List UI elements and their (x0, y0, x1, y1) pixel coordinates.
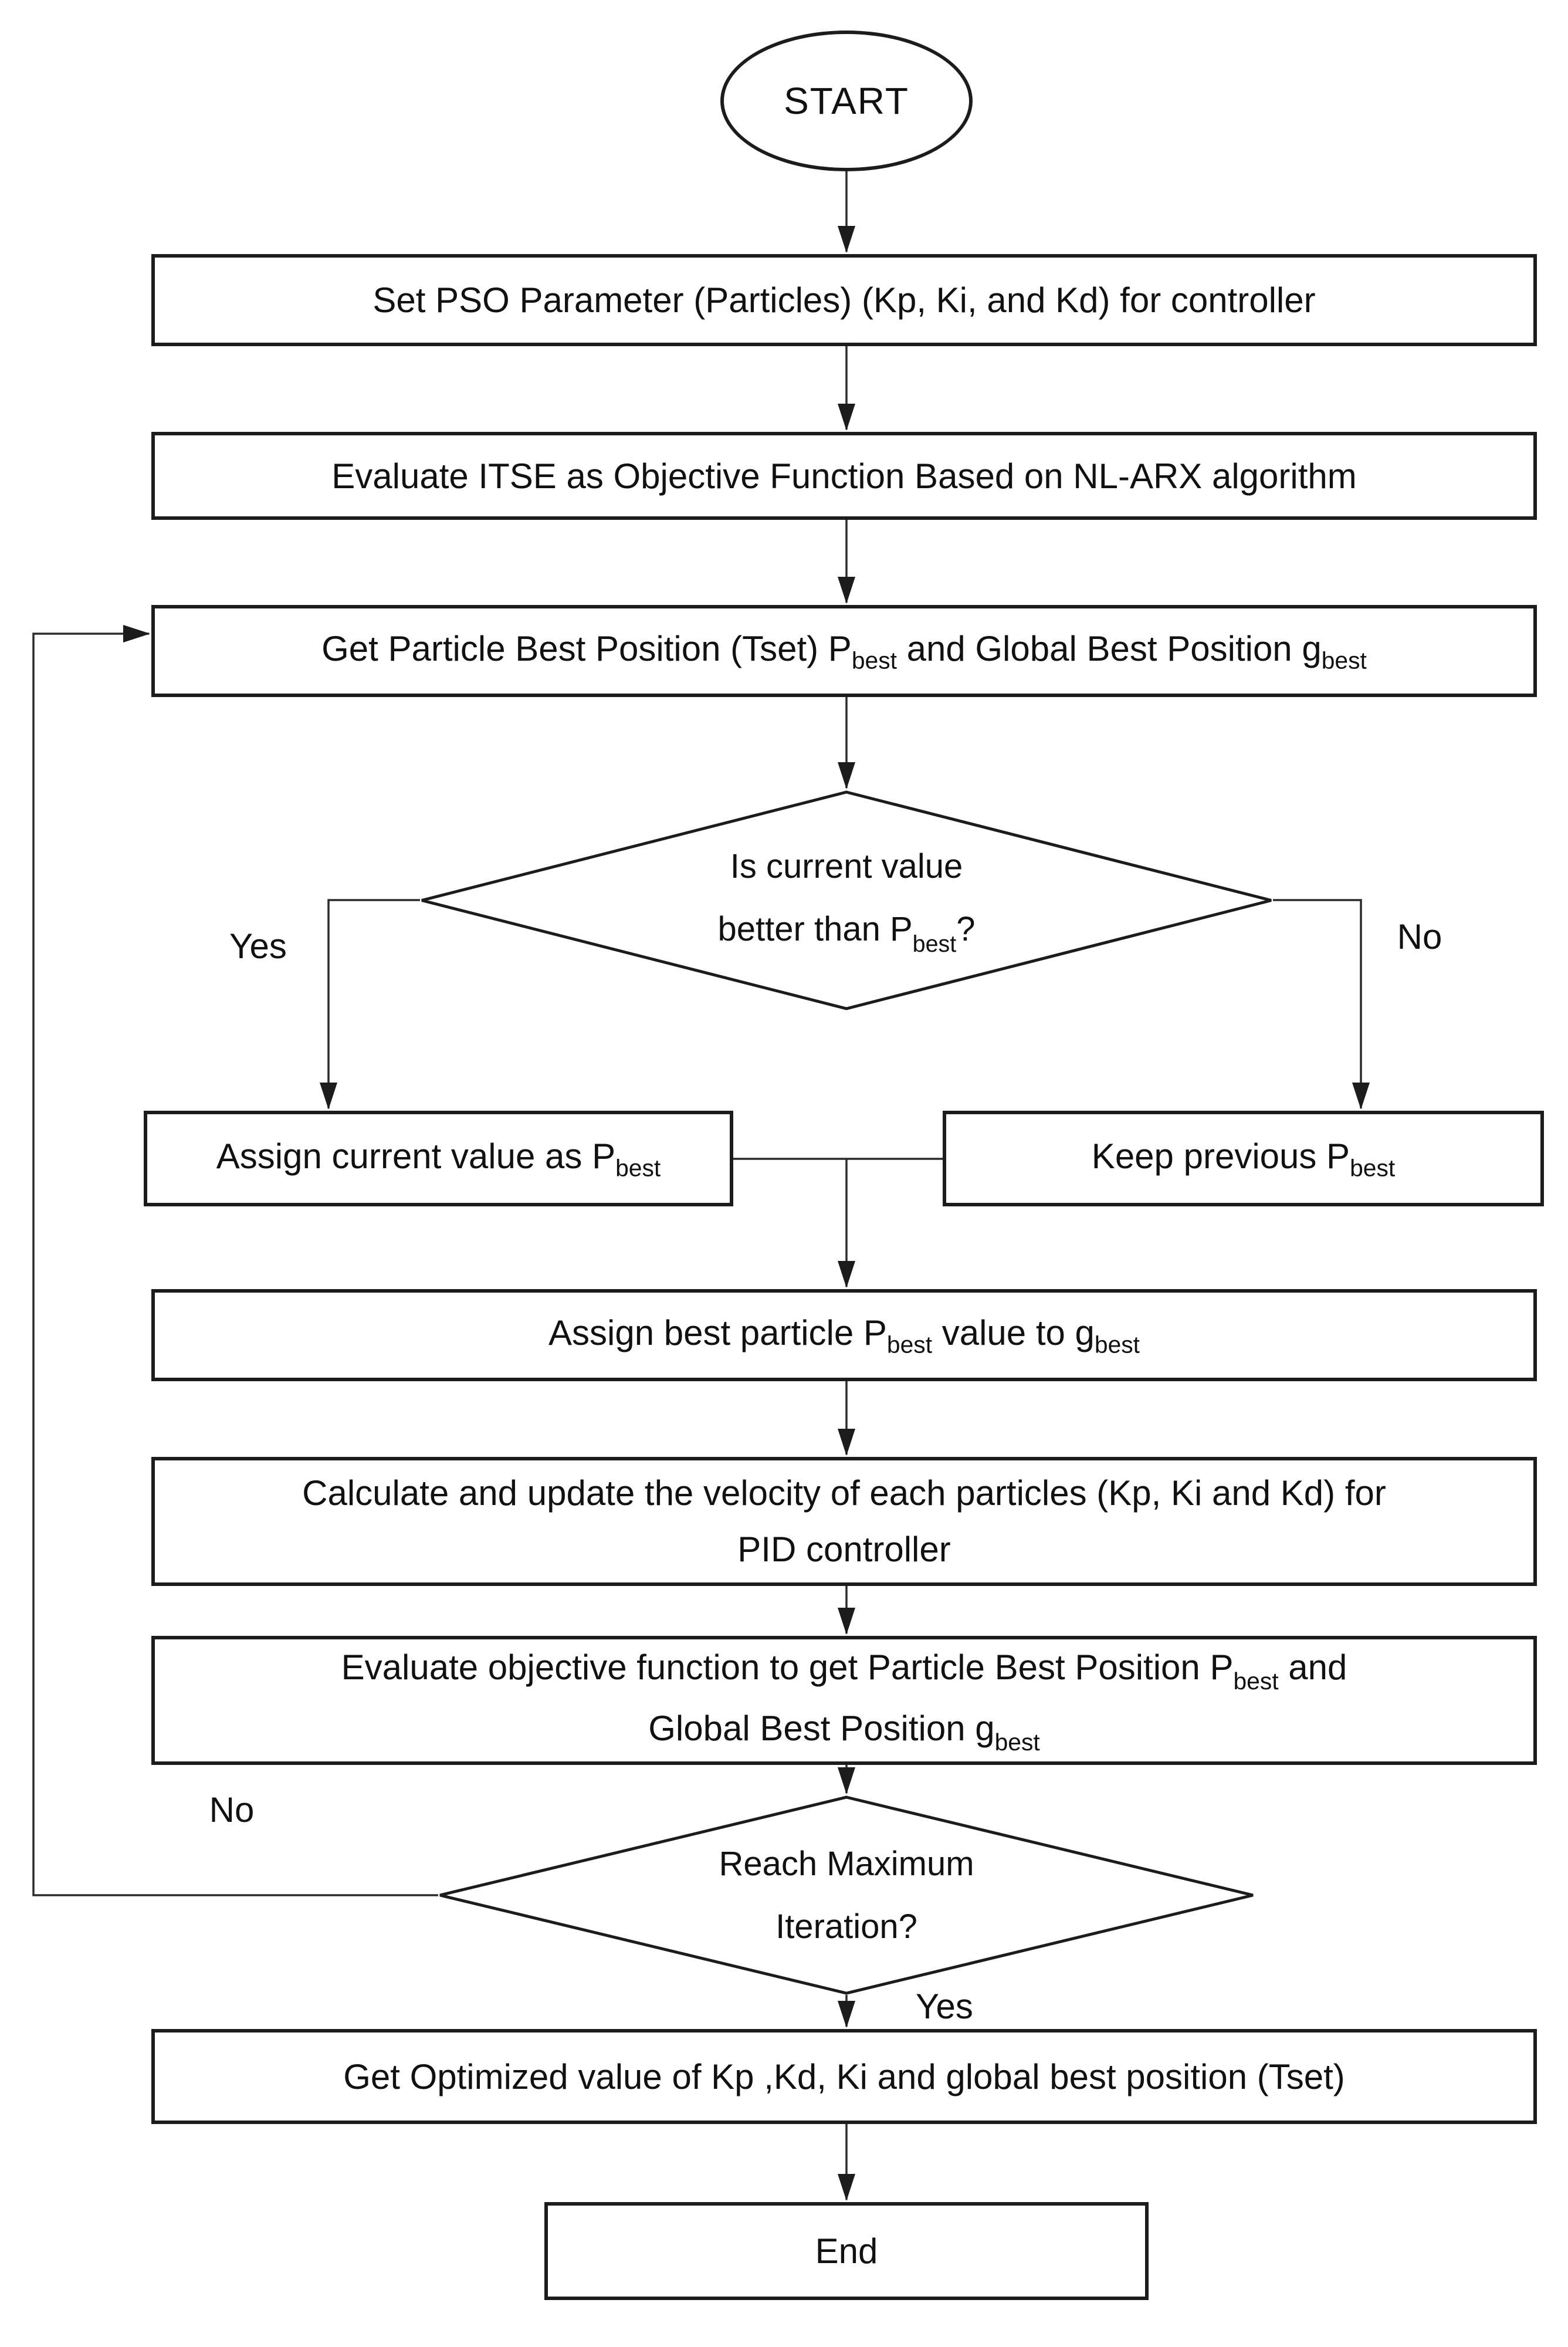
start-node (720, 31, 973, 171)
process-keep-previous-pbest (943, 1111, 1544, 1206)
subscript-best: best (1233, 1667, 1279, 1695)
process-get-best-position (151, 605, 1537, 697)
subscript-best: best (886, 1331, 933, 1358)
process-label (1092, 1134, 1395, 1183)
end-label: End (815, 2231, 878, 2271)
arrow-decision-yes-branch (328, 900, 420, 1108)
text-part: Evaluate objective function to get Particle Best Position P (341, 1647, 1234, 1687)
text-part: ? (956, 910, 976, 949)
text-part: better than P (717, 910, 913, 949)
text-part: value to g (932, 1313, 1095, 1352)
decision-line: Is current value (730, 847, 963, 885)
process-update-velocity (151, 1457, 1537, 1586)
start-label: START (784, 80, 909, 122)
process-label: Evaluate ITSE as Objective Function Based on NL-ARX algorithm (331, 456, 1357, 496)
end-node (544, 2202, 1149, 2300)
subscript-best: best (851, 647, 897, 674)
process-line: PID controller (737, 1530, 951, 1569)
subscript-best: best (1321, 647, 1367, 674)
decision-line (718, 898, 976, 966)
process-line: Calculate and update the velocity of each particles (Kp, Ki and Kd) for (302, 1473, 1386, 1513)
process-label: Set PSO Parameter (Particles) (Kp, Ki, and Kd) for controller (372, 280, 1316, 320)
process-evaluate-itse (151, 432, 1537, 520)
process-label (216, 1134, 661, 1183)
text-part: Global Best Position g (648, 1709, 995, 1748)
decision-label (438, 1795, 1255, 1995)
process-assign-gbest (151, 1289, 1537, 1381)
subscript-best: best (994, 1728, 1040, 1756)
text-part: and (1278, 1647, 1347, 1687)
decision-line: Iteration? (775, 1908, 917, 1946)
arrow-decision-no-branch (1273, 900, 1361, 1108)
text-part: Assign current value as P (216, 1136, 616, 1176)
process-label (321, 627, 1367, 675)
subscript-best: best (615, 1154, 661, 1182)
text-part: Keep previous P (1091, 1136, 1350, 1176)
process-assign-current-pbest (144, 1111, 733, 1206)
edge-label-yes-final: Yes (916, 1987, 973, 2026)
decision-line: Reach Maximum (719, 1844, 974, 1883)
text-part: and Global Best Position g (896, 628, 1322, 668)
process-label: Get Optimized value of Kp ,Kd, Ki and global best position (Tset) (343, 2057, 1345, 2096)
decision-current-vs-pbest (420, 790, 1273, 1010)
edge-label-yes: Yes (229, 926, 287, 966)
process-label (548, 1311, 1140, 1359)
edge-label-no-loop: No (209, 1790, 255, 1829)
process-line (648, 1700, 1039, 1761)
edge-label-no: No (1397, 917, 1442, 956)
process-line (341, 1639, 1347, 1700)
process-get-optimized-values (151, 2029, 1537, 2124)
process-set-pso-parameters (151, 254, 1537, 346)
subscript-best: best (1350, 1154, 1396, 1182)
text-part: Get Particle Best Position (Tset) P (321, 628, 852, 668)
decision-max-iteration (438, 1795, 1255, 1995)
decision-label (420, 790, 1273, 1010)
text-part: Assign best particle P (548, 1313, 887, 1352)
process-evaluate-objective (151, 1636, 1537, 1765)
subscript-best: best (912, 931, 957, 958)
subscript-best: best (1094, 1331, 1140, 1358)
